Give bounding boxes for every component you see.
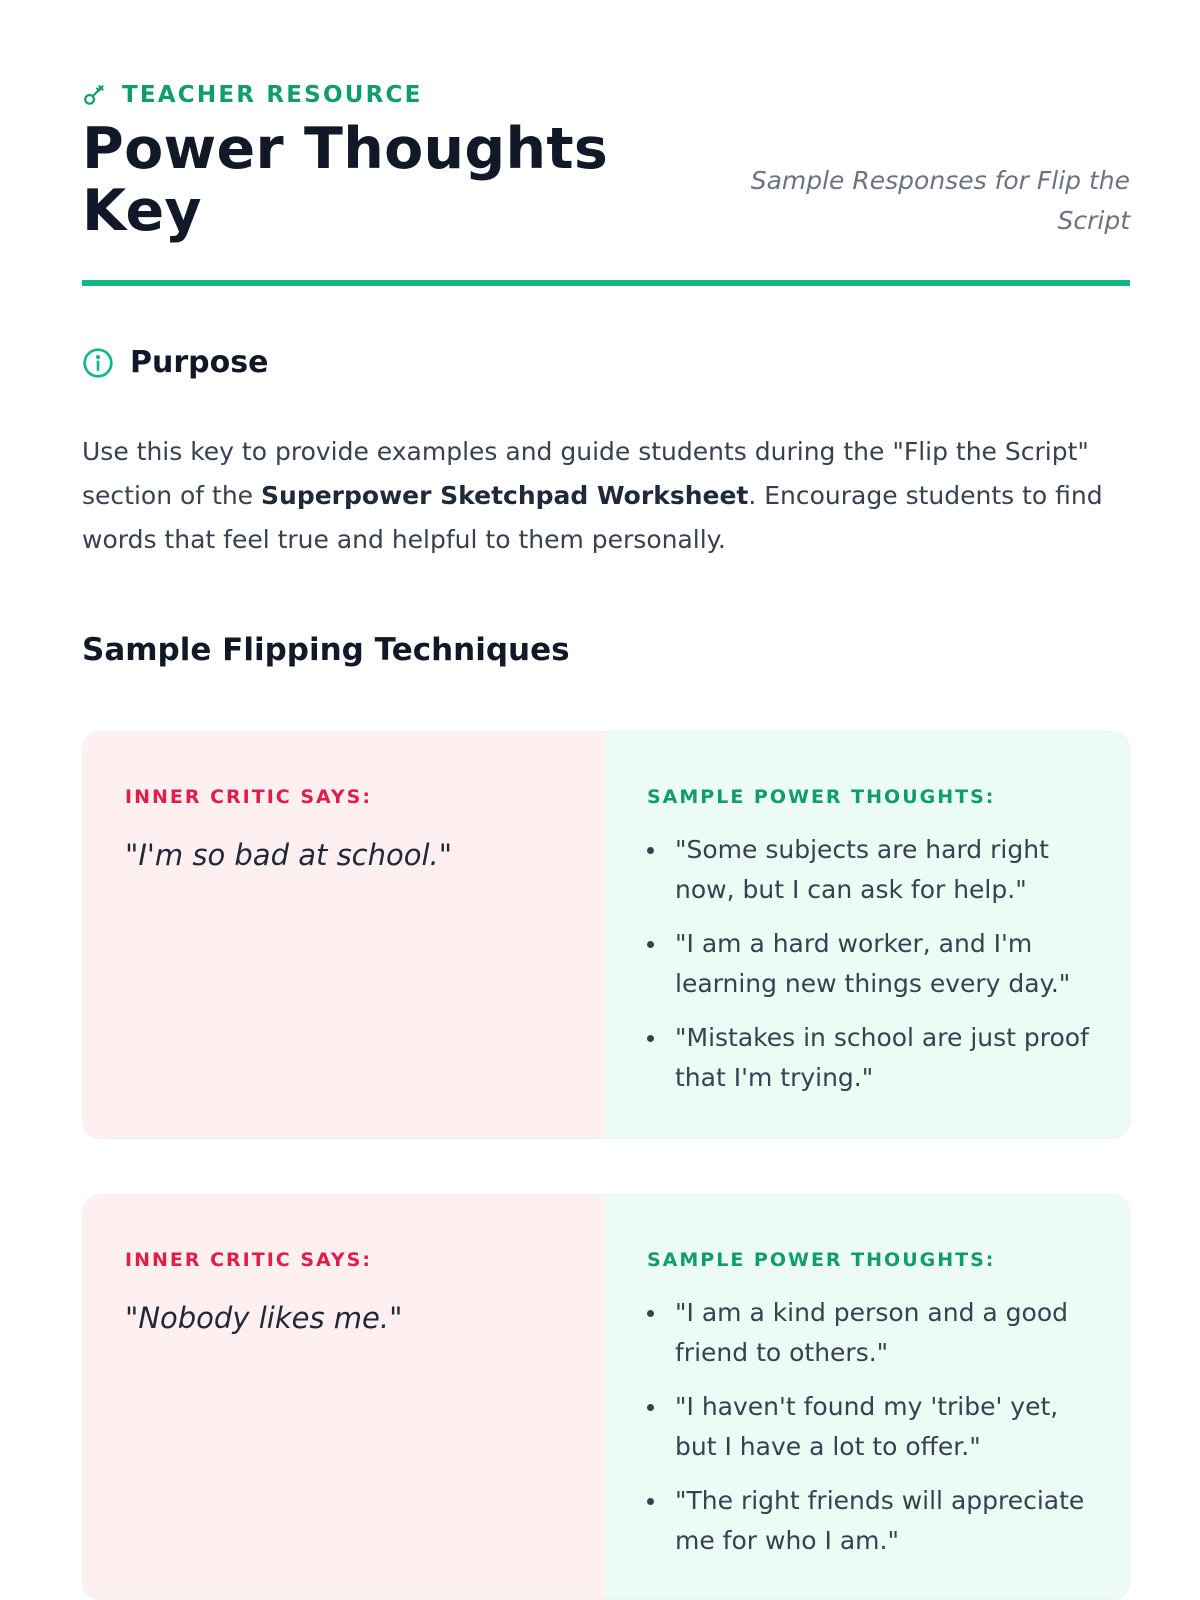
power-thoughts-panel [605, 1195, 1129, 1599]
power-thought: "Some subjects are hard right now, but I can ask for help." [675, 835, 1049, 904]
key-icon [82, 82, 108, 108]
purpose-heading-label: Purpose [130, 345, 269, 380]
eyebrow-label: TEACHER RESOURCE [122, 82, 423, 108]
inner-critic-panel [83, 1195, 605, 1599]
inner-critic-label: INNER CRITIC SAYS: [125, 1249, 372, 1271]
bullet-icon [647, 847, 654, 854]
power-thoughts-list [647, 830, 1089, 1098]
bullet-icon [647, 941, 654, 948]
header-divider [82, 280, 1130, 286]
bullet-icon [647, 1404, 654, 1411]
list-item [647, 830, 1089, 910]
bullet-icon [647, 1498, 654, 1505]
eyebrow [82, 82, 422, 108]
power-thoughts-label: SAMPLE POWER THOUGHTS: [647, 1249, 996, 1271]
worksheet-name: Superpower Sketchpad Worksheet [261, 481, 749, 510]
purpose-text-start: Use this key to provide examples and guide students during the "Flip the Script" section of the [82, 437, 1089, 510]
purpose-heading [82, 345, 268, 380]
purpose-text [82, 430, 1130, 562]
list-item [647, 1387, 1089, 1467]
inner-critic-quote: "Nobody likes me." [125, 1301, 403, 1335]
info-icon [82, 347, 114, 379]
inner-critic-label: INNER CRITIC SAYS: [125, 786, 372, 808]
page-subtitle: Sample Responses for Flip the Script [750, 166, 1130, 235]
technique-card [82, 731, 1130, 1139]
list-item [647, 1293, 1089, 1373]
power-thought: "The right friends will appreciate me for who I am." [675, 1486, 1085, 1555]
power-thought: "I am a hard worker, and I'm learning new things every day." [675, 929, 1071, 998]
power-thoughts-label: SAMPLE POWER THOUGHTS: [647, 786, 996, 808]
page-title: Power Thoughts Key [82, 116, 609, 244]
page-header [82, 0, 1130, 290]
inner-critic-panel [83, 732, 605, 1138]
power-thought: "I am a kind person and a good friend to others." [675, 1298, 1069, 1367]
power-thoughts-list [647, 1293, 1089, 1561]
list-item [647, 1018, 1089, 1098]
power-thoughts-panel [605, 732, 1129, 1138]
technique-card [82, 1194, 1130, 1600]
list-item [647, 924, 1089, 1004]
bullet-icon [647, 1310, 654, 1317]
power-thought: "I haven't found my 'tribe' yet, but I have a lot to offer." [675, 1392, 1059, 1461]
power-thought: "Mistakes in school are just proof that I'm trying." [675, 1023, 1089, 1092]
teacher-resource-page [82, 0, 1130, 1555]
bullet-icon [647, 1035, 654, 1042]
inner-critic-quote: "I'm so bad at school." [125, 838, 453, 872]
purpose-text-end: . Encourage students to find words that feel true and helpful to them personally. [82, 481, 1103, 554]
list-item [647, 1481, 1089, 1561]
techniques-heading: Sample Flipping Techniques [82, 632, 570, 668]
